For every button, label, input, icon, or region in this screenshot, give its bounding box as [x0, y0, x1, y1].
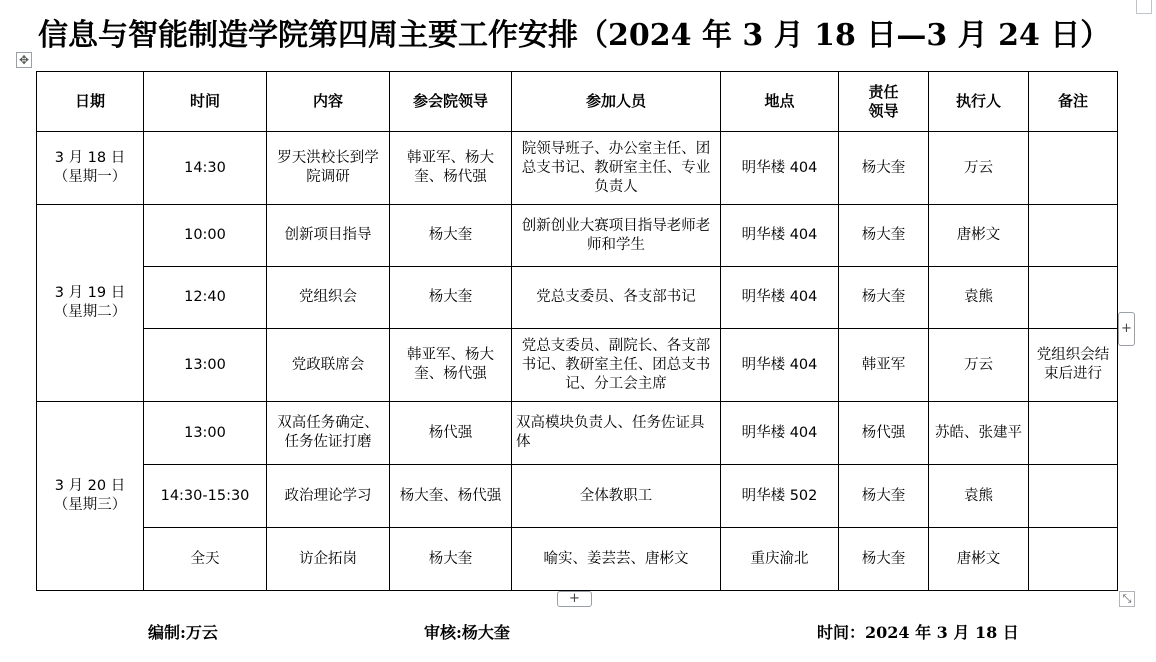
responsible-cell: 杨大奎 — [839, 132, 929, 205]
content-cell: 双高任务确定、任务佐证打磨 — [267, 402, 390, 465]
location-cell: 重庆渝北 — [721, 528, 839, 591]
content-cell: 党组织会 — [267, 267, 390, 329]
time-cell: 13:00 — [144, 402, 267, 465]
executor-cell: 苏皓、张建平 — [929, 402, 1029, 465]
date-cell — [37, 132, 144, 205]
executor-cell: 万云 — [929, 329, 1029, 402]
responsible-cell: 杨大奎 — [839, 267, 929, 329]
header-date: 日期 — [37, 72, 144, 132]
header-content: 内容 — [267, 72, 390, 132]
weekday-text: （星期三） — [53, 497, 127, 513]
content-cell: 创新项目指导 — [267, 205, 390, 267]
participants-cell: 全体教职工 — [512, 465, 721, 528]
location-cell: 明华楼 404 — [721, 402, 839, 465]
table-row — [37, 465, 1118, 528]
content-cell: 访企拓岗 — [267, 528, 390, 591]
location-cell: 明华楼 404 — [721, 205, 839, 267]
leaders-cell: 杨大奎 — [390, 528, 512, 591]
footer-date: 时间：2024 年 3 月 18 日 — [817, 623, 1019, 642]
add-row-button[interactable]: + — [557, 591, 592, 607]
remarks-cell — [1029, 132, 1118, 205]
executor-cell: 万云 — [929, 132, 1029, 205]
date-text: 3 月 18 日 — [54, 150, 126, 166]
leaders-cell: 杨大奎 — [390, 205, 512, 267]
content-cell: 政治理论学习 — [267, 465, 390, 528]
header-executor: 执行人 — [929, 72, 1029, 132]
table-row — [37, 329, 1118, 402]
location-cell: 明华楼 502 — [721, 465, 839, 528]
location-cell: 明华楼 404 — [721, 132, 839, 205]
add-column-button[interactable]: + — [1118, 312, 1135, 346]
time-cell: 10:00 — [144, 205, 267, 267]
table-resize-icon[interactable]: ⤡ — [1119, 591, 1135, 607]
participants-cell: 创新创业大赛项目指导老师老师和学生 — [512, 205, 721, 267]
date-cell — [37, 205, 144, 402]
footer-editor: 编制:万云 — [148, 623, 218, 642]
location-cell: 明华楼 404 — [721, 267, 839, 329]
content-cell: 罗天洪校长到学院调研 — [267, 132, 390, 205]
header-remarks: 备注 — [1029, 72, 1118, 132]
executor-cell: 袁熊 — [929, 267, 1029, 329]
leaders-cell: 杨大奎、杨代强 — [390, 465, 512, 528]
leaders-cell: 韩亚军、杨大奎、杨代强 — [390, 132, 512, 205]
leaders-cell: 杨大奎 — [390, 267, 512, 329]
header-location: 地点 — [721, 72, 839, 132]
participants-cell: 党总支委员、副院长、各支部书记、教研室主任、团总支书记、分工会主席 — [512, 329, 721, 402]
table-move-handle-icon[interactable]: ✥ — [16, 52, 32, 68]
weekday-text: （星期一） — [53, 169, 127, 185]
corner-mark — [1136, 0, 1152, 14]
time-cell: 13:00 — [144, 329, 267, 402]
executor-cell: 唐彬文 — [929, 205, 1029, 267]
footer-reviewer: 审核:杨大奎 — [424, 623, 510, 642]
schedule-table — [36, 71, 1118, 591]
responsible-cell: 杨大奎 — [839, 465, 929, 528]
remarks-cell: 党组织会结束后进行 — [1029, 329, 1118, 402]
participants-cell: 双高模块负责人、任务佐证具体 — [512, 402, 721, 465]
table-header-row — [37, 72, 1118, 132]
executor-cell: 唐彬文 — [929, 528, 1029, 591]
header-time: 时间 — [144, 72, 267, 132]
participants-cell: 党总支委员、各支部书记 — [512, 267, 721, 329]
table-row — [37, 132, 1118, 205]
location-cell: 明华楼 404 — [721, 329, 839, 402]
date-text: 3 月 20 日 — [54, 478, 126, 494]
weekday-text: （星期二） — [53, 304, 127, 320]
table-row — [37, 205, 1118, 267]
time-cell: 全天 — [144, 528, 267, 591]
leaders-cell: 韩亚军、杨大奎、杨代强 — [390, 329, 512, 402]
remarks-cell — [1029, 465, 1118, 528]
time-cell: 14:30 — [144, 132, 267, 205]
header-leaders: 参会院领导 — [390, 72, 512, 132]
time-cell: 14:30-15:30 — [144, 465, 267, 528]
table-row — [37, 528, 1118, 591]
table-row — [37, 402, 1118, 465]
leaders-cell: 杨代强 — [390, 402, 512, 465]
time-cell: 12:40 — [144, 267, 267, 329]
responsible-cell: 杨大奎 — [839, 205, 929, 267]
date-text: 3 月 19 日 — [54, 285, 126, 301]
participants-cell: 院领导班子、办公室主任、团总支书记、教研室主任、专业负责人 — [512, 132, 721, 205]
header-responsible-line2: 领导 — [868, 101, 899, 120]
participants-cell: 喻实、姜芸芸、唐彬文 — [512, 528, 721, 591]
remarks-cell — [1029, 205, 1118, 267]
document-title: 信息与智能制造学院第四周主要工作安排（2024 年 3 月 18 日—3 月 24 日） — [38, 18, 1111, 53]
date-cell — [37, 402, 144, 591]
remarks-cell — [1029, 267, 1118, 329]
header-responsible — [839, 72, 929, 132]
header-responsible-line1: 责任 — [868, 82, 899, 101]
remarks-cell — [1029, 402, 1118, 465]
remarks-cell — [1029, 528, 1118, 591]
responsible-cell: 韩亚军 — [839, 329, 929, 402]
table-row — [37, 267, 1118, 329]
responsible-cell: 杨大奎 — [839, 528, 929, 591]
executor-cell: 袁熊 — [929, 465, 1029, 528]
header-participants: 参加人员 — [512, 72, 721, 132]
content-cell: 党政联席会 — [267, 329, 390, 402]
responsible-cell: 杨代强 — [839, 402, 929, 465]
